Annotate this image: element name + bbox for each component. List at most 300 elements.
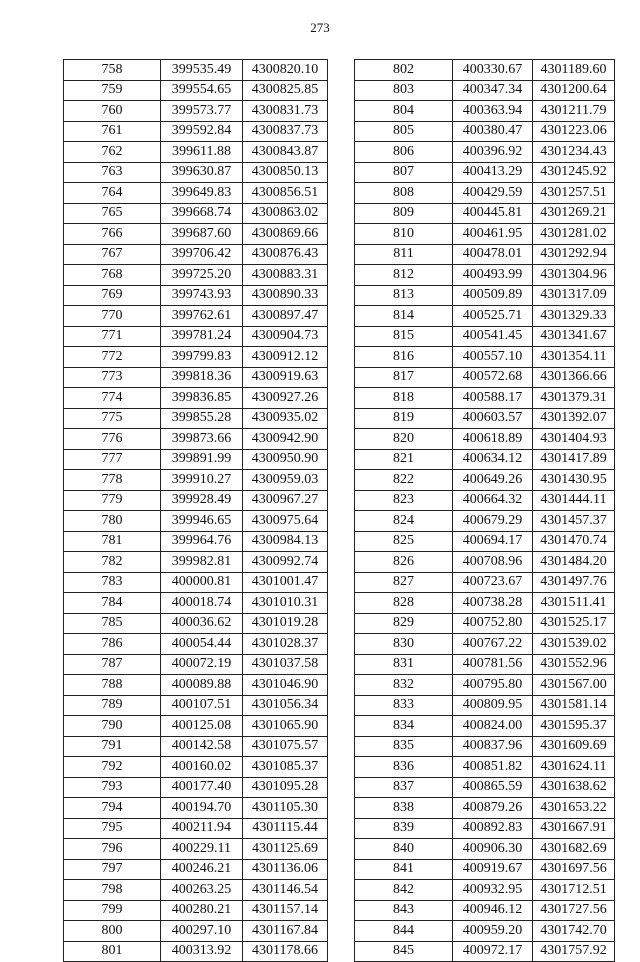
y-coordinate-cell: 4301019.28 <box>243 613 328 634</box>
point-number-cell: 833 <box>355 695 453 716</box>
x-coordinate-cell: 400089.88 <box>161 675 243 696</box>
table-row <box>355 162 615 183</box>
point-number-cell: 824 <box>355 511 453 532</box>
table-row <box>64 367 328 388</box>
y-coordinate-cell: 4300904.73 <box>243 326 328 347</box>
point-number-cell: 782 <box>64 552 161 573</box>
x-coordinate-cell: 400429.59 <box>453 183 533 204</box>
x-coordinate-cell: 399781.24 <box>161 326 243 347</box>
y-coordinate-cell: 4301354.11 <box>533 347 615 368</box>
x-coordinate-cell: 400330.67 <box>453 60 533 81</box>
table-row <box>64 675 328 696</box>
y-coordinate-cell: 4301211.79 <box>533 101 615 122</box>
table-row <box>355 224 615 245</box>
y-coordinate-cell: 4301742.70 <box>533 921 615 942</box>
y-coordinate-cell: 4301727.56 <box>533 900 615 921</box>
table-row <box>355 470 615 491</box>
point-number-cell: 815 <box>355 326 453 347</box>
point-number-cell: 820 <box>355 429 453 450</box>
y-coordinate-cell: 4301525.17 <box>533 613 615 634</box>
y-coordinate-cell: 4301511.41 <box>533 593 615 614</box>
y-coordinate-cell: 4300927.26 <box>243 388 328 409</box>
table-row <box>64 634 328 655</box>
point-number-cell: 790 <box>64 716 161 737</box>
x-coordinate-cell: 399891.99 <box>161 449 243 470</box>
table-row <box>355 900 615 921</box>
x-coordinate-cell: 399554.65 <box>161 80 243 101</box>
point-number-cell: 772 <box>64 347 161 368</box>
table-row <box>355 757 615 778</box>
x-coordinate-cell: 399649.83 <box>161 183 243 204</box>
point-number-cell: 799 <box>64 900 161 921</box>
point-number-cell: 810 <box>355 224 453 245</box>
y-coordinate-cell: 4300876.43 <box>243 244 328 265</box>
table-row <box>355 80 615 101</box>
x-coordinate-cell: 400541.45 <box>453 326 533 347</box>
x-coordinate-cell: 399573.77 <box>161 101 243 122</box>
point-number-cell: 819 <box>355 408 453 429</box>
x-coordinate-cell: 400557.10 <box>453 347 533 368</box>
point-number-cell: 789 <box>64 695 161 716</box>
x-coordinate-cell: 399799.83 <box>161 347 243 368</box>
point-number-cell: 814 <box>355 306 453 327</box>
x-coordinate-cell: 400572.68 <box>453 367 533 388</box>
x-coordinate-cell: 400246.21 <box>161 859 243 880</box>
table-row <box>355 101 615 122</box>
point-number-cell: 807 <box>355 162 453 183</box>
point-number-cell: 811 <box>355 244 453 265</box>
table-row <box>355 265 615 286</box>
point-number-cell: 834 <box>355 716 453 737</box>
y-coordinate-cell: 4300820.10 <box>243 60 328 81</box>
y-coordinate-cell: 4301304.96 <box>533 265 615 286</box>
y-coordinate-cell: 4300992.74 <box>243 552 328 573</box>
point-number-cell: 797 <box>64 859 161 880</box>
table-row <box>355 531 615 552</box>
table-row <box>355 490 615 511</box>
y-coordinate-cell: 4301065.90 <box>243 716 328 737</box>
table-row <box>355 859 615 880</box>
x-coordinate-cell: 399762.61 <box>161 306 243 327</box>
y-coordinate-cell: 4301046.90 <box>243 675 328 696</box>
table-row <box>355 388 615 409</box>
point-number-cell: 827 <box>355 572 453 593</box>
table-row <box>355 306 615 327</box>
x-coordinate-cell: 400824.00 <box>453 716 533 737</box>
table-row <box>355 244 615 265</box>
table-body <box>355 60 615 962</box>
x-coordinate-cell: 400347.34 <box>453 80 533 101</box>
x-coordinate-cell: 399630.87 <box>161 162 243 183</box>
point-number-cell: 775 <box>64 408 161 429</box>
point-number-cell: 800 <box>64 921 161 942</box>
point-number-cell: 786 <box>64 634 161 655</box>
y-coordinate-cell: 4301457.37 <box>533 511 615 532</box>
point-number-cell: 771 <box>64 326 161 347</box>
x-coordinate-cell: 400752.80 <box>453 613 533 634</box>
y-coordinate-cell: 4301404.93 <box>533 429 615 450</box>
y-coordinate-cell: 4301115.44 <box>243 818 328 839</box>
x-coordinate-cell: 400708.96 <box>453 552 533 573</box>
x-coordinate-cell: 400664.32 <box>453 490 533 511</box>
y-coordinate-cell: 4301125.69 <box>243 839 328 860</box>
y-coordinate-cell: 4301223.06 <box>533 121 615 142</box>
y-coordinate-cell: 4301146.54 <box>243 880 328 901</box>
x-coordinate-cell: 400194.70 <box>161 798 243 819</box>
table-row <box>355 572 615 593</box>
table-row <box>355 593 615 614</box>
point-number-cell: 823 <box>355 490 453 511</box>
point-number-cell: 812 <box>355 265 453 286</box>
point-number-cell: 778 <box>64 470 161 491</box>
point-number-cell: 769 <box>64 285 161 306</box>
y-coordinate-cell: 4301609.69 <box>533 736 615 757</box>
table-row <box>64 388 328 409</box>
x-coordinate-cell: 399743.93 <box>161 285 243 306</box>
x-coordinate-cell: 400851.82 <box>453 757 533 778</box>
y-coordinate-cell: 4301028.37 <box>243 634 328 655</box>
table-row <box>355 429 615 450</box>
y-coordinate-cell: 4301329.33 <box>533 306 615 327</box>
x-coordinate-cell: 400919.67 <box>453 859 533 880</box>
x-coordinate-cell: 399725.20 <box>161 265 243 286</box>
point-number-cell: 803 <box>355 80 453 101</box>
y-coordinate-cell: 4300883.31 <box>243 265 328 286</box>
table-row <box>64 818 328 839</box>
point-number-cell: 821 <box>355 449 453 470</box>
x-coordinate-cell: 400313.92 <box>161 941 243 962</box>
x-coordinate-cell: 400380.47 <box>453 121 533 142</box>
point-number-cell: 826 <box>355 552 453 573</box>
y-coordinate-cell: 4301417.89 <box>533 449 615 470</box>
table-row <box>355 552 615 573</box>
point-number-cell: 787 <box>64 654 161 675</box>
y-coordinate-cell: 4301292.94 <box>533 244 615 265</box>
y-coordinate-cell: 4300919.63 <box>243 367 328 388</box>
x-coordinate-cell: 400679.29 <box>453 511 533 532</box>
y-coordinate-cell: 4301056.34 <box>243 695 328 716</box>
x-coordinate-cell: 400493.99 <box>453 265 533 286</box>
x-coordinate-cell: 399928.49 <box>161 490 243 511</box>
y-coordinate-cell: 4300935.02 <box>243 408 328 429</box>
point-number-cell: 822 <box>355 470 453 491</box>
x-coordinate-cell: 400461.95 <box>453 224 533 245</box>
x-coordinate-cell: 399964.76 <box>161 531 243 552</box>
table-row <box>355 880 615 901</box>
y-coordinate-cell: 4301157.14 <box>243 900 328 921</box>
point-number-cell: 773 <box>64 367 161 388</box>
point-number-cell: 842 <box>355 880 453 901</box>
x-coordinate-cell: 400054.44 <box>161 634 243 655</box>
x-coordinate-cell: 399706.42 <box>161 244 243 265</box>
table-row <box>355 203 615 224</box>
y-coordinate-cell: 4301682.69 <box>533 839 615 860</box>
point-number-cell: 813 <box>355 285 453 306</box>
table-row <box>64 798 328 819</box>
table-row <box>64 449 328 470</box>
table-row <box>64 142 328 163</box>
x-coordinate-cell: 400738.28 <box>453 593 533 614</box>
x-coordinate-cell: 400413.29 <box>453 162 533 183</box>
table-row <box>355 654 615 675</box>
point-number-cell: 816 <box>355 347 453 368</box>
point-number-cell: 805 <box>355 121 453 142</box>
y-coordinate-cell: 4301497.76 <box>533 572 615 593</box>
y-coordinate-cell: 4301552.96 <box>533 654 615 675</box>
table-row <box>64 921 328 942</box>
x-coordinate-cell: 399668.74 <box>161 203 243 224</box>
x-coordinate-cell: 400142.58 <box>161 736 243 757</box>
table-row <box>355 408 615 429</box>
y-coordinate-cell: 4300837.73 <box>243 121 328 142</box>
y-coordinate-cell: 4301189.60 <box>533 60 615 81</box>
y-coordinate-cell: 4300825.85 <box>243 80 328 101</box>
y-coordinate-cell: 4301245.92 <box>533 162 615 183</box>
point-number-cell: 825 <box>355 531 453 552</box>
y-coordinate-cell: 4301624.11 <box>533 757 615 778</box>
x-coordinate-cell: 400879.26 <box>453 798 533 819</box>
table-row <box>355 818 615 839</box>
x-coordinate-cell: 400906.30 <box>453 839 533 860</box>
x-coordinate-cell: 400603.57 <box>453 408 533 429</box>
y-coordinate-cell: 4301167.84 <box>243 921 328 942</box>
point-number-cell: 804 <box>355 101 453 122</box>
x-coordinate-cell: 400396.92 <box>453 142 533 163</box>
table-row <box>64 347 328 368</box>
x-coordinate-cell: 400809.95 <box>453 695 533 716</box>
x-coordinate-cell: 400125.08 <box>161 716 243 737</box>
table-body <box>64 60 328 962</box>
point-number-cell: 830 <box>355 634 453 655</box>
point-number-cell: 808 <box>355 183 453 204</box>
x-coordinate-cell: 400694.17 <box>453 531 533 552</box>
x-coordinate-cell: 400000.81 <box>161 572 243 593</box>
y-coordinate-cell: 4301234.43 <box>533 142 615 163</box>
table-row <box>64 695 328 716</box>
table-row <box>64 757 328 778</box>
point-number-cell: 780 <box>64 511 161 532</box>
point-number-cell: 779 <box>64 490 161 511</box>
point-number-cell: 835 <box>355 736 453 757</box>
y-coordinate-cell: 4301085.37 <box>243 757 328 778</box>
point-number-cell: 837 <box>355 777 453 798</box>
point-number-cell: 844 <box>355 921 453 942</box>
point-number-cell: 767 <box>64 244 161 265</box>
x-coordinate-cell: 400723.67 <box>453 572 533 593</box>
y-coordinate-cell: 4301595.37 <box>533 716 615 737</box>
point-number-cell: 832 <box>355 675 453 696</box>
table-row <box>64 183 328 204</box>
point-number-cell: 788 <box>64 675 161 696</box>
table-row <box>355 511 615 532</box>
point-number-cell: 838 <box>355 798 453 819</box>
y-coordinate-cell: 4301430.95 <box>533 470 615 491</box>
x-coordinate-cell: 399818.36 <box>161 367 243 388</box>
table-row <box>355 285 615 306</box>
table-row <box>64 429 328 450</box>
point-number-cell: 802 <box>355 60 453 81</box>
y-coordinate-cell: 4301269.21 <box>533 203 615 224</box>
y-coordinate-cell: 4301095.28 <box>243 777 328 798</box>
coordinates-table-left <box>63 59 328 962</box>
point-number-cell: 809 <box>355 203 453 224</box>
point-number-cell: 759 <box>64 80 161 101</box>
table-row <box>64 470 328 491</box>
x-coordinate-cell: 399836.85 <box>161 388 243 409</box>
table-row <box>355 921 615 942</box>
table-row <box>64 736 328 757</box>
point-number-cell: 818 <box>355 388 453 409</box>
x-coordinate-cell: 399687.60 <box>161 224 243 245</box>
point-number-cell: 764 <box>64 183 161 204</box>
y-coordinate-cell: 4300897.47 <box>243 306 328 327</box>
y-coordinate-cell: 4300856.51 <box>243 183 328 204</box>
y-coordinate-cell: 4300912.12 <box>243 347 328 368</box>
x-coordinate-cell: 399855.28 <box>161 408 243 429</box>
point-number-cell: 776 <box>64 429 161 450</box>
point-number-cell: 794 <box>64 798 161 819</box>
point-number-cell: 831 <box>355 654 453 675</box>
x-coordinate-cell: 399946.65 <box>161 511 243 532</box>
y-coordinate-cell: 4301178.66 <box>243 941 328 962</box>
y-coordinate-cell: 4301341.67 <box>533 326 615 347</box>
point-number-cell: 795 <box>64 818 161 839</box>
table-row <box>355 367 615 388</box>
point-number-cell: 806 <box>355 142 453 163</box>
x-coordinate-cell: 399535.49 <box>161 60 243 81</box>
y-coordinate-cell: 4300984.13 <box>243 531 328 552</box>
table-row <box>64 941 328 962</box>
x-coordinate-cell: 400588.17 <box>453 388 533 409</box>
table-row <box>355 839 615 860</box>
y-coordinate-cell: 4301539.02 <box>533 634 615 655</box>
y-coordinate-cell: 4300843.87 <box>243 142 328 163</box>
table-row <box>64 224 328 245</box>
point-number-cell: 774 <box>64 388 161 409</box>
x-coordinate-cell: 400649.26 <box>453 470 533 491</box>
x-coordinate-cell: 399873.66 <box>161 429 243 450</box>
x-coordinate-cell: 400618.89 <box>453 429 533 450</box>
table-row <box>64 839 328 860</box>
y-coordinate-cell: 4300942.90 <box>243 429 328 450</box>
point-number-cell: 783 <box>64 572 161 593</box>
y-coordinate-cell: 4300959.03 <box>243 470 328 491</box>
table-row <box>64 613 328 634</box>
point-number-cell: 839 <box>355 818 453 839</box>
y-coordinate-cell: 4301653.22 <box>533 798 615 819</box>
table-row <box>64 80 328 101</box>
x-coordinate-cell: 399592.84 <box>161 121 243 142</box>
x-coordinate-cell: 399982.81 <box>161 552 243 573</box>
point-number-cell: 817 <box>355 367 453 388</box>
table-row <box>355 121 615 142</box>
x-coordinate-cell: 400107.51 <box>161 695 243 716</box>
table-row <box>355 347 615 368</box>
table-row <box>64 552 328 573</box>
point-number-cell: 761 <box>64 121 161 142</box>
point-number-cell: 781 <box>64 531 161 552</box>
y-coordinate-cell: 4301697.56 <box>533 859 615 880</box>
x-coordinate-cell: 399611.88 <box>161 142 243 163</box>
x-coordinate-cell: 400229.11 <box>161 839 243 860</box>
y-coordinate-cell: 4300850.13 <box>243 162 328 183</box>
y-coordinate-cell: 4301470.74 <box>533 531 615 552</box>
point-number-cell: 845 <box>355 941 453 962</box>
table-row <box>355 695 615 716</box>
table-row <box>355 716 615 737</box>
x-coordinate-cell: 400634.12 <box>453 449 533 470</box>
table-row <box>64 121 328 142</box>
point-number-cell: 828 <box>355 593 453 614</box>
table-row <box>355 736 615 757</box>
table-row <box>64 285 328 306</box>
table-row <box>64 593 328 614</box>
point-number-cell: 801 <box>64 941 161 962</box>
y-coordinate-cell: 4300869.66 <box>243 224 328 245</box>
point-number-cell: 791 <box>64 736 161 757</box>
y-coordinate-cell: 4300950.90 <box>243 449 328 470</box>
x-coordinate-cell: 400932.95 <box>453 880 533 901</box>
point-number-cell: 784 <box>64 593 161 614</box>
point-number-cell: 798 <box>64 880 161 901</box>
point-number-cell: 762 <box>64 142 161 163</box>
x-coordinate-cell: 400946.12 <box>453 900 533 921</box>
table-row <box>64 572 328 593</box>
table-row <box>64 531 328 552</box>
point-number-cell: 840 <box>355 839 453 860</box>
table-row <box>64 265 328 286</box>
x-coordinate-cell: 399910.27 <box>161 470 243 491</box>
y-coordinate-cell: 4300863.02 <box>243 203 328 224</box>
y-coordinate-cell: 4300967.27 <box>243 490 328 511</box>
y-coordinate-cell: 4300890.33 <box>243 285 328 306</box>
point-number-cell: 829 <box>355 613 453 634</box>
x-coordinate-cell: 400445.81 <box>453 203 533 224</box>
table-row <box>355 326 615 347</box>
page-number: 273 <box>310 20 330 35</box>
point-number-cell: 758 <box>64 60 161 81</box>
y-coordinate-cell: 4301379.31 <box>533 388 615 409</box>
y-coordinate-cell: 4301037.58 <box>243 654 328 675</box>
point-number-cell: 766 <box>64 224 161 245</box>
point-number-cell: 770 <box>64 306 161 327</box>
x-coordinate-cell: 400363.94 <box>453 101 533 122</box>
table-row <box>64 306 328 327</box>
point-number-cell: 785 <box>64 613 161 634</box>
table-row <box>64 511 328 532</box>
x-coordinate-cell: 400211.94 <box>161 818 243 839</box>
y-coordinate-cell: 4301757.92 <box>533 941 615 962</box>
y-coordinate-cell: 4301667.91 <box>533 818 615 839</box>
table-row <box>64 101 328 122</box>
y-coordinate-cell: 4301317.09 <box>533 285 615 306</box>
x-coordinate-cell: 400263.25 <box>161 880 243 901</box>
y-coordinate-cell: 4301281.02 <box>533 224 615 245</box>
point-number-cell: 792 <box>64 757 161 778</box>
point-number-cell: 793 <box>64 777 161 798</box>
table-row <box>355 777 615 798</box>
y-coordinate-cell: 4301010.31 <box>243 593 328 614</box>
x-coordinate-cell: 400072.19 <box>161 654 243 675</box>
x-coordinate-cell: 400036.62 <box>161 613 243 634</box>
x-coordinate-cell: 400509.89 <box>453 285 533 306</box>
point-number-cell: 836 <box>355 757 453 778</box>
x-coordinate-cell: 400767.22 <box>453 634 533 655</box>
table-row <box>355 183 615 204</box>
x-coordinate-cell: 400478.01 <box>453 244 533 265</box>
x-coordinate-cell: 400297.10 <box>161 921 243 942</box>
y-coordinate-cell: 4301366.66 <box>533 367 615 388</box>
